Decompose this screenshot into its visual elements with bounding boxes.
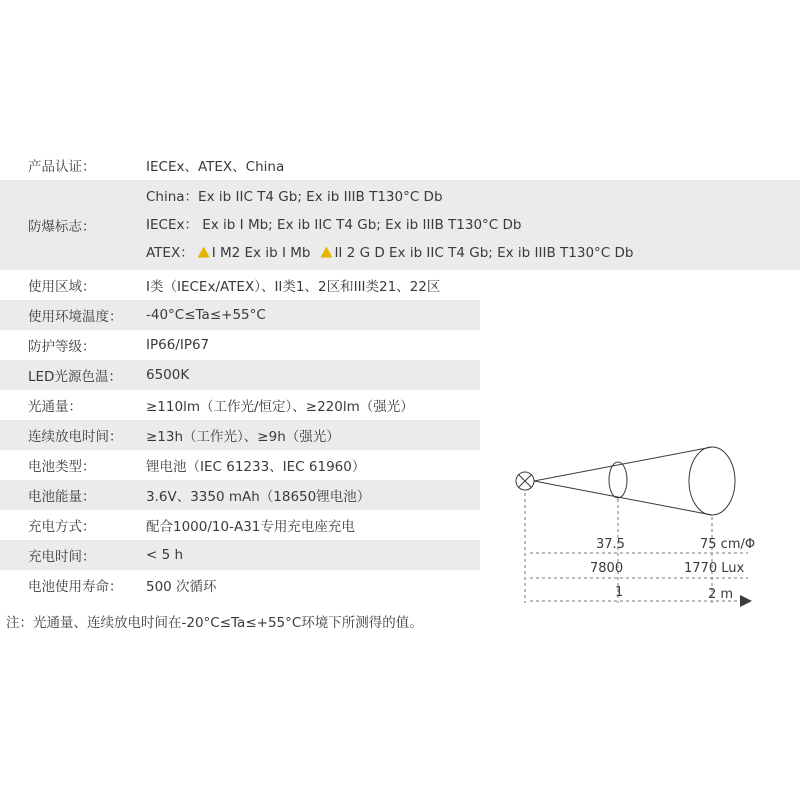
spec-value: 500 次循环 xyxy=(146,579,217,595)
spec-label: LED光源色温： xyxy=(28,369,122,385)
atex-part1: I M2 Ex ib I Mb xyxy=(211,245,311,261)
spec-row-battery-type xyxy=(0,450,480,480)
spec-value: 3.6V、3350 mAh（18650锂电池） xyxy=(146,489,371,505)
ex-marking-lines xyxy=(146,180,633,270)
spec-value: IP66/IP67 xyxy=(146,337,210,353)
spec-value: 6500K xyxy=(146,367,190,383)
atex-prefix: ATEX： xyxy=(146,245,194,261)
distance-near: 1 xyxy=(615,585,624,600)
spec-row-luminous-flux xyxy=(0,390,480,420)
spec-row-charging-method xyxy=(0,510,480,540)
beam-section-near xyxy=(609,462,627,498)
spec-value: ≥110lm（工作光/恒定）、≥220lm（强光） xyxy=(146,399,414,415)
spec-value: 锂电池（IEC 61233、IEC 61960） xyxy=(146,459,366,475)
spec-row-temperature xyxy=(0,300,480,330)
ex-hazard-icon xyxy=(320,247,332,258)
spec-label: 充电方式： xyxy=(28,519,96,535)
spec-value: < 5 h xyxy=(146,547,184,563)
diameter-near: 37.5 xyxy=(596,537,625,552)
spec-value: I类（IECEx/ATEX）、II类1、2区和III类21、22区 xyxy=(146,279,441,295)
spec-value: IECEx、ATEX、China xyxy=(146,158,285,175)
spec-label: 连续放电时间： xyxy=(28,429,123,445)
spec-row-battery-energy xyxy=(0,480,480,510)
spec-label: 光通量： xyxy=(28,399,82,415)
ex-marking-iecex: IECEx： Ex ib I Mb; Ex ib IIC T4 Gb; Ex ib IIIB T130°C Db xyxy=(146,217,522,233)
lux-near: 7800 xyxy=(590,561,624,576)
spec-label: 电池使用寿命： xyxy=(28,579,123,595)
spec-value: ≥13h（工作光）、≥9h（强光） xyxy=(146,429,340,445)
spec-label: 产品认证： xyxy=(28,158,96,175)
distance-far: 2 m xyxy=(708,587,734,602)
spec-label: 防护等级： xyxy=(28,339,96,355)
spec-value: 配合1000/10-A31专用充电座充电 xyxy=(146,519,355,535)
beam-upper-edge xyxy=(534,447,712,481)
beam-diagram xyxy=(508,433,800,623)
spec-row-ex-marking xyxy=(0,180,800,270)
spec-row-charging-time xyxy=(0,540,480,570)
beam-section-far xyxy=(689,447,735,515)
atex-part2: II 2 G D Ex ib IIC T4 Gb; Ex ib IIIB T130°C Db xyxy=(334,245,634,261)
spec-row-certification xyxy=(0,149,480,180)
spec-label: 防爆标志： xyxy=(28,219,96,235)
spec-value: -40°C≤Ta≤+55°C xyxy=(146,307,266,323)
ex-marking-china: China：Ex ib IIC T4 Gb; Ex ib IIIB T130°C Db xyxy=(146,189,443,205)
spec-row-color-temp xyxy=(0,360,480,390)
spec-row-discharge-time xyxy=(0,420,480,450)
spec-row-battery-life xyxy=(0,570,480,600)
ex-hazard-icon xyxy=(198,247,210,258)
spec-label: 电池类型： xyxy=(28,459,96,475)
spec-label: 电池能量： xyxy=(28,489,96,505)
spec-row-usage-zone xyxy=(0,270,480,300)
arrow-right-icon xyxy=(740,595,752,607)
diameter-far: 75 cm/Φ xyxy=(700,537,756,552)
spec-label: 充电时间： xyxy=(28,549,96,565)
spec-label: 使用区域： xyxy=(28,279,96,295)
spec-row-ip-rating xyxy=(0,330,480,360)
lux-far: 1770 Lux xyxy=(684,561,745,576)
beam-lower-edge xyxy=(534,481,712,515)
footnote: 注：光通量、连续放电时间在-20°C≤Ta≤+55°C环境下所测得的值。 xyxy=(6,615,423,631)
ex-marking-atex xyxy=(146,239,633,267)
spec-label: 使用环境温度： xyxy=(28,309,123,325)
